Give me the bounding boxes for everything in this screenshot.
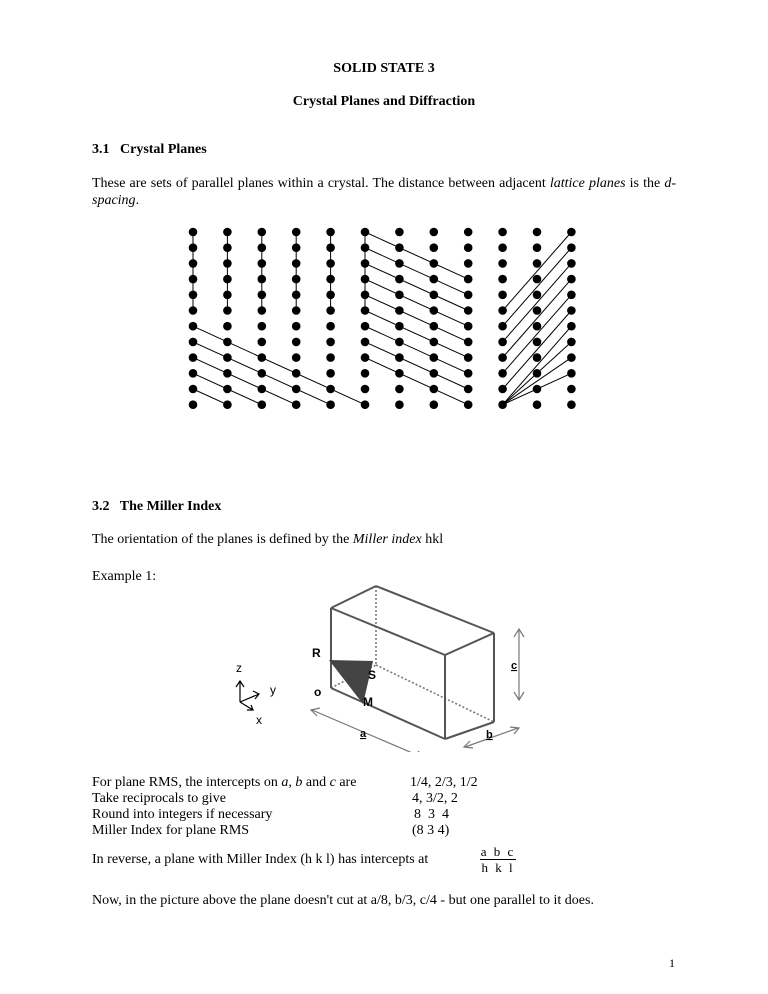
label-m: M — [363, 695, 373, 709]
lattice-point — [223, 243, 232, 252]
lattice-point — [567, 338, 576, 347]
lattice-point — [395, 243, 404, 252]
lattice-point — [189, 259, 198, 268]
lattice-point — [464, 400, 473, 409]
lattice-point — [498, 275, 507, 284]
lattice-point — [498, 385, 507, 394]
steep-plane-line — [365, 326, 468, 373]
lattice-point — [533, 306, 542, 315]
lattice-point — [258, 243, 267, 252]
lattice-point — [567, 385, 576, 394]
lattice-point — [395, 259, 404, 268]
term-miller-index: Miller index — [352, 532, 422, 547]
lattice-point — [498, 259, 507, 268]
lattice-point — [258, 259, 267, 268]
steep-plane-line — [365, 311, 468, 358]
example-label: Example 1: — [92, 569, 157, 584]
lattice-point — [223, 385, 232, 394]
lattice-point — [189, 243, 198, 252]
lattice-point — [533, 291, 542, 300]
lattice-point — [258, 385, 267, 394]
lattice-point — [464, 243, 473, 252]
step-reciprocals: Take reciprocals to give — [92, 791, 226, 806]
lattice-point — [567, 259, 576, 268]
lattice-point — [292, 291, 301, 300]
lattice-point — [430, 228, 439, 237]
lattice-point — [498, 306, 507, 315]
lattice-point — [292, 275, 301, 284]
lattice-point — [430, 243, 439, 252]
axis-label-y: y — [270, 683, 276, 697]
dimension-a-label: a — [360, 728, 367, 740]
lattice-point — [326, 243, 335, 252]
lattice-point — [533, 353, 542, 362]
lattice-point — [189, 291, 198, 300]
lattice-point — [464, 306, 473, 315]
label-r: R — [312, 646, 321, 660]
lattice-point — [567, 369, 576, 378]
lattice-point — [430, 338, 439, 347]
lattice-point — [395, 228, 404, 237]
lattice-point — [498, 243, 507, 252]
lattice-point — [430, 291, 439, 300]
lattice-point — [326, 385, 335, 394]
lattice-point — [567, 400, 576, 409]
lattice-point — [498, 400, 507, 409]
document-subtitle: Crystal Planes and Diffraction — [292, 94, 476, 109]
lattice-point — [430, 275, 439, 284]
lattice-point — [395, 275, 404, 284]
lattice-point — [430, 322, 439, 331]
lattice-point — [223, 306, 232, 315]
lattice-point — [395, 385, 404, 394]
step-intercepts: For plane RMS, the intercepts on a, b and c are — [92, 775, 357, 790]
lattice-point — [464, 291, 473, 300]
lattice-point — [498, 353, 507, 362]
lattice-point — [223, 275, 232, 284]
lattice-point — [430, 306, 439, 315]
intercept-fraction — [479, 844, 517, 875]
steep-plane-line — [365, 232, 468, 279]
steep-plane-line — [365, 263, 468, 310]
lattice-point — [395, 353, 404, 362]
lattice-point — [326, 259, 335, 268]
lattice-point — [189, 385, 198, 394]
lattice-point — [258, 306, 267, 315]
section-heading-crystal-planes: 3.1 Crystal Planes — [92, 142, 207, 157]
lattice-point — [464, 322, 473, 331]
miller-intro: The orientation of the planes is defined by the Miller index hkl — [92, 532, 444, 547]
lattice-point — [223, 228, 232, 237]
lattice-point — [395, 369, 404, 378]
lattice-point — [533, 369, 542, 378]
lattice-point — [258, 322, 267, 331]
lattice-point — [395, 338, 404, 347]
lattice-point — [567, 353, 576, 362]
lattice-point — [292, 400, 301, 409]
steep-plane-line — [365, 295, 468, 342]
lattice-point — [189, 400, 198, 409]
lattice-point — [430, 369, 439, 378]
lattice-point — [464, 275, 473, 284]
lattice-point — [258, 291, 267, 300]
axis-label-z: z — [236, 661, 242, 675]
crystal-planes-paragraph: These are sets of parallel planes within a crystal. The distance between adjacent lattice planes is the d-spacing. — [92, 176, 676, 208]
steep-plane-line — [365, 279, 468, 326]
lattice-point — [326, 400, 335, 409]
lattice-point — [223, 291, 232, 300]
unit-cell-figure — [220, 582, 550, 752]
lattice-point — [223, 338, 232, 347]
lattice-planes-figure — [180, 222, 580, 417]
lattice-point — [395, 306, 404, 315]
lattice-point — [567, 322, 576, 331]
lattice-point — [464, 228, 473, 237]
lattice-point — [189, 353, 198, 362]
lattice-point — [533, 338, 542, 347]
lattice-point — [258, 353, 267, 362]
lattice-point — [326, 275, 335, 284]
lattice-point — [395, 322, 404, 331]
lattice-point — [533, 243, 542, 252]
lattice-point — [567, 228, 576, 237]
step-round: Round into integers if necessary — [92, 807, 273, 822]
lattice-point — [430, 385, 439, 394]
rising-plane-line — [503, 358, 572, 405]
shallow-plane-line — [193, 358, 296, 405]
lattice-point — [533, 400, 542, 409]
lattice-point — [430, 353, 439, 362]
lattice-point — [430, 259, 439, 268]
lattice-point — [326, 228, 335, 237]
lattice-point — [189, 275, 198, 284]
lattice-point — [361, 259, 370, 268]
lattice-point — [533, 259, 542, 268]
lattice-point — [533, 228, 542, 237]
step-round-value: 8 3 4 — [414, 807, 449, 822]
lattice-point — [223, 369, 232, 378]
lattice-point — [326, 291, 335, 300]
lattice-point — [361, 306, 370, 315]
lattice-point — [361, 322, 370, 331]
lattice-point — [223, 353, 232, 362]
lattice-point — [533, 275, 542, 284]
lattice-point — [361, 275, 370, 284]
lattice-point — [464, 369, 473, 378]
lattice-point — [567, 291, 576, 300]
lattice-point — [292, 306, 301, 315]
lattice-point — [464, 385, 473, 394]
lattice-point — [567, 275, 576, 284]
lattice-point — [361, 338, 370, 347]
dimension-b-label: b — [486, 729, 493, 741]
lattice-point — [395, 291, 404, 300]
lattice-point — [361, 291, 370, 300]
lattice-point — [567, 306, 576, 315]
lattice-point — [292, 338, 301, 347]
lattice-point — [292, 353, 301, 362]
fraction-numerator: a b c — [480, 844, 516, 859]
lattice-point — [430, 400, 439, 409]
lattice-point — [326, 322, 335, 331]
step-miller-value: (8 3 4) — [412, 823, 450, 838]
lattice-point — [361, 243, 370, 252]
lattice-point — [258, 400, 267, 409]
lattice-point — [361, 385, 370, 394]
lattice-point — [533, 385, 542, 394]
lattice-point — [498, 291, 507, 300]
lattice-point — [533, 322, 542, 331]
fraction-denominator: h k l — [481, 860, 515, 875]
axes-glyph — [236, 681, 259, 710]
lattice-point — [464, 338, 473, 347]
lattice-point — [189, 338, 198, 347]
lattice-point — [258, 228, 267, 237]
lattice-point — [223, 259, 232, 268]
label-o: o — [314, 685, 322, 699]
lattice-point — [223, 322, 232, 331]
shallow-plane-line — [193, 389, 227, 405]
hidden-edge-back — [376, 665, 494, 722]
step-miller: Miller Index for plane RMS — [92, 823, 250, 838]
lattice-point — [258, 369, 267, 378]
term-d-spacing: d-spacing — [92, 176, 676, 208]
lattice-point — [498, 369, 507, 378]
lattice-point — [292, 369, 301, 378]
dimension-a-arrow — [311, 708, 425, 752]
lattice-point — [189, 306, 198, 315]
lattice-point — [258, 338, 267, 347]
lattice-point — [292, 385, 301, 394]
lattice-point — [361, 353, 370, 362]
lattice-point — [326, 338, 335, 347]
lattice-point — [292, 259, 301, 268]
lattice-point — [189, 228, 198, 237]
lattice-point — [292, 322, 301, 331]
lattice-point — [361, 228, 370, 237]
lattice-point — [567, 243, 576, 252]
lattice-point — [326, 306, 335, 315]
lattice-point — [361, 369, 370, 378]
lattice-point — [292, 228, 301, 237]
step-reciprocals-value: 4, 3/2, 2 — [412, 791, 458, 806]
lattice-point — [258, 275, 267, 284]
lattice-point — [326, 353, 335, 362]
lattice-point — [464, 259, 473, 268]
shallow-plane-line — [193, 326, 365, 405]
section-heading-miller-index: 3.2 The Miller Index — [92, 499, 222, 514]
dimension-c-label: c — [511, 660, 518, 672]
lattice-point — [361, 400, 370, 409]
lattice-point — [326, 369, 335, 378]
lattice-point — [395, 400, 404, 409]
axis-label-x: x — [256, 713, 262, 727]
lattice-point — [189, 369, 198, 378]
lattice-point — [223, 400, 232, 409]
lattice-point — [498, 228, 507, 237]
steep-plane-line — [365, 342, 468, 389]
lattice-point — [464, 353, 473, 362]
lattice-point — [189, 322, 198, 331]
lattice-point — [498, 338, 507, 347]
document-title: SOLID STATE 3 — [333, 61, 435, 76]
page-number: 1 — [669, 956, 675, 970]
lattice-point — [292, 243, 301, 252]
step-intercepts-value: 1/4, 2/3, 1/2 — [410, 775, 478, 790]
steep-plane-line — [365, 358, 468, 405]
steep-plane-line — [365, 248, 468, 295]
lattice-point — [498, 322, 507, 331]
label-s: S — [368, 668, 377, 682]
term-lattice-planes: lattice planes — [549, 176, 626, 191]
closing-statement: Now, in the picture above the plane doesn't cut at a/8, b/3, c/4 - but one parallel to it does. — [92, 893, 594, 908]
reverse-statement: In reverse, a plane with Miller Index (h k l) has intercepts at — [92, 852, 429, 867]
